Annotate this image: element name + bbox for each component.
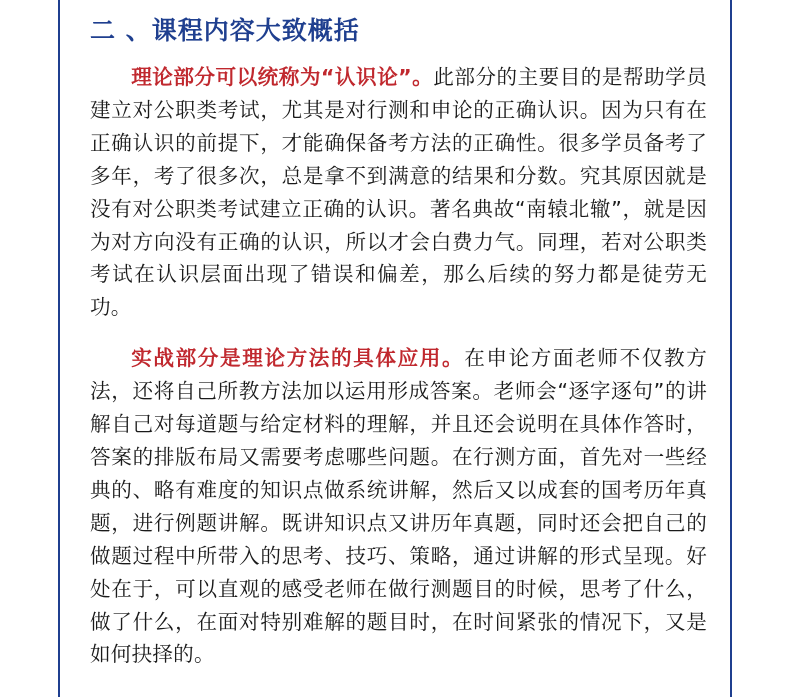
paragraph-practice-lead: 实战部分是理论方法的具体应用。 (131, 346, 465, 371)
paragraph-theory-body: 此部分的主要目的是帮助学员建立对公职类考试，尤其是对行测和申论的正确认识。因为只有在正确认识的前提下，才能确保备考方法的正确性。很多学员备考了多年，考了很多次，总是拿不到满意的结果和分数。究其原因就是没有对公职类考试建立正确的认识。著名典故“南辕北辙”，就是因为对方向没有正确的认识，所以才会白费力气。同理，若对公职类考试在认识层面出现了错误和偏差，那么后续的努力都是徒劳无功。 (90, 65, 707, 320)
frame-left-border (58, 0, 60, 697)
frame-right-border (730, 0, 732, 697)
content-area (90, 10, 707, 671)
section-heading: 二 、课程内容大致概括 (90, 16, 360, 45)
paragraph-theory-lead: 理论部分可以统称为“认识论”。 (131, 65, 434, 89)
paragraph-practice (90, 342, 707, 671)
paragraph-theory (90, 61, 707, 324)
paragraph-practice-body: 在申论方面老师不仅教方法，还将自己所教方法加以运用形成答案。老师会“逐字逐句”的讲解自己对每道题与给定材料的理解，并且还会说明在具体作答时，答案的排版布局又需要考虑哪些问题。在行测方面，首先对一些经典的、略有难度的知识点做系统讲解，然后又以成套的国考历年真题，进行例题讲解。既讲知识点又讲历年真题，同时还会把自己的做题过程中所带入的思考、技巧、策略，通过讲解的形式呈现。好处在于，可以直观的感受老师在做行测题目的时候，思考了什么，做了什么，在面对特别难解的题目时，在时间紧张的情况下，又是如何抉择的。 (90, 346, 708, 667)
